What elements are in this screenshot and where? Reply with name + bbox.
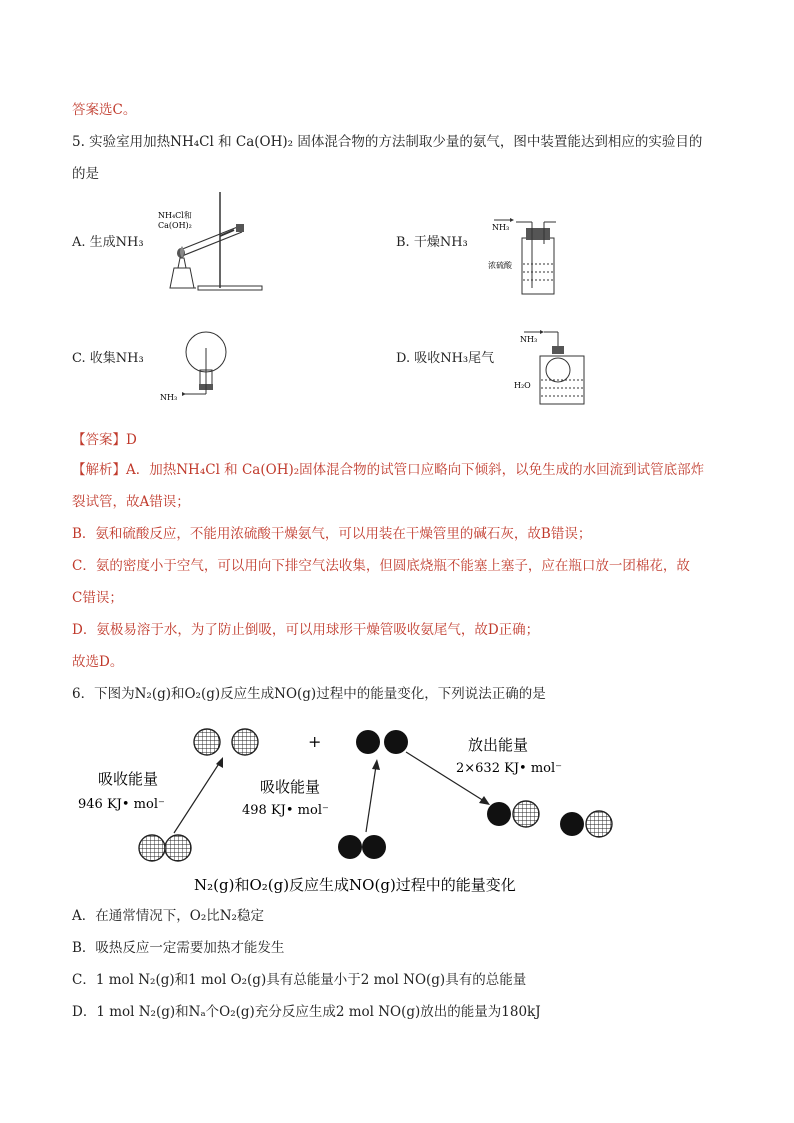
q5-analysis-line-5: C错误； — [72, 590, 123, 606]
q5-answer: 【答案】D — [72, 432, 137, 448]
n2-molecule-icon — [139, 835, 165, 861]
q4-answer-conclusion: 答案选C。 — [72, 102, 137, 118]
q6-option-c: C．1 mol N₂(g)和1 mol O₂(g)具有总能量小于2 mol NO(g)具有的总能量 — [72, 972, 527, 988]
fig-b-gas-label: NH₃ — [492, 223, 510, 232]
fig-a-reagent-label-1: NH₄Cl和 — [158, 211, 192, 220]
q5-stem-line1: 5. 实验室用加热NH₄Cl 和 Ca(OH)₂ 固体混合物的方法制取少量的氨气，图中装置能达到相应的实验目的 — [72, 134, 703, 150]
absorb-energy-value-2: 498 KJ• mol⁻ — [242, 803, 329, 818]
release-energy-label: 放出能量 — [468, 736, 529, 754]
o-atom-icon — [384, 730, 408, 754]
release-energy-value: 2×632 KJ• mol⁻ — [456, 761, 563, 776]
q6-option-d: D．1 mol N₂(g)和Nₐ个O₂(g)充分反应生成2 mol NO(g)放出的能量为180kJ — [72, 1004, 541, 1020]
figure-b-washing-bottle — [488, 214, 568, 298]
fig-a-reagent-label-2: Ca(OH)₂ — [158, 221, 192, 230]
fig-d-liquid-label: H₂O — [514, 381, 531, 390]
q5-analysis-line-7: 故选D。 — [72, 654, 124, 670]
no-molecule-icon — [560, 812, 584, 836]
q5-option-d: D. 吸收NH₃尾气 — [396, 351, 495, 366]
q6-energy-diagram — [70, 716, 630, 900]
q5-option-c: C. 收集NH₃ — [72, 351, 144, 366]
fig-b-liquid-label: 浓硫酸 — [488, 261, 512, 270]
q5-analysis-line-1: 【解析】A．加热NH₄Cl 和 Ca(OH)₂固体混合物的试管口应略向下倾斜，以免生成的水回流到试管底部炸 — [72, 462, 705, 478]
absorb-energy-label-2: 吸收能量 — [260, 778, 321, 796]
q6-stem: 6．下图为N₂(g)和O₂(g)反应生成NO(g)过程中的能量变化，下列说法正确的是 — [72, 686, 546, 702]
absorb-energy-label-1: 吸收能量 — [98, 770, 159, 788]
q5-analysis-line-6: D．氨极易溶于水，为了防止倒吸，可以用球形干燥管吸收氨尾气，故D正确； — [72, 622, 540, 638]
q5-analysis-line-2: 裂试管，故A错误； — [72, 494, 190, 510]
no-molecule-icon — [513, 801, 539, 827]
q6-option-a: A．在通常情况下，O₂比N₂稳定 — [72, 908, 264, 924]
n2-molecule-icon — [165, 835, 191, 861]
figure-c-collection-flask — [156, 330, 236, 410]
q5-analysis-line-4: C．氨的密度小于空气，可以用向下排空气法收集，但圆底烧瓶不能塞上塞子，应在瓶口放一团棉花，故 — [72, 558, 690, 574]
o-atom-icon — [356, 730, 380, 754]
fig-d-gas-label: NH₃ — [520, 335, 538, 344]
no-molecule-icon — [586, 811, 612, 837]
absorb-energy-value-1: 946 KJ• mol⁻ — [78, 797, 165, 812]
q5-stem-line2: 的是 — [72, 166, 99, 182]
n-atom-icon — [194, 729, 220, 755]
q5-analysis-line-3: B．氨和硫酸反应，不能用浓硫酸干燥氨气，可以用装在干燥管里的碱石灰，故B错误； — [72, 526, 592, 542]
plus-sign: + — [308, 732, 322, 751]
q5-option-b: B. 干燥NH₃ — [396, 235, 468, 250]
q5-option-a: A. 生成NH₃ — [72, 235, 144, 250]
diagram-caption: N₂(g)和O₂(g)反应生成NO(g)过程中的能量变化 — [194, 876, 516, 894]
figure-d-absorption — [512, 326, 592, 410]
q6-option-b: B．吸热反应一定需要加热才能发生 — [72, 940, 285, 956]
o2-molecule-icon — [338, 835, 362, 859]
o2-molecule-icon — [362, 835, 386, 859]
n-atom-icon — [232, 729, 258, 755]
figure-a-heating-apparatus — [150, 188, 270, 296]
fig-c-gas-label: NH₃ — [160, 393, 178, 402]
no-molecule-icon — [487, 802, 511, 826]
